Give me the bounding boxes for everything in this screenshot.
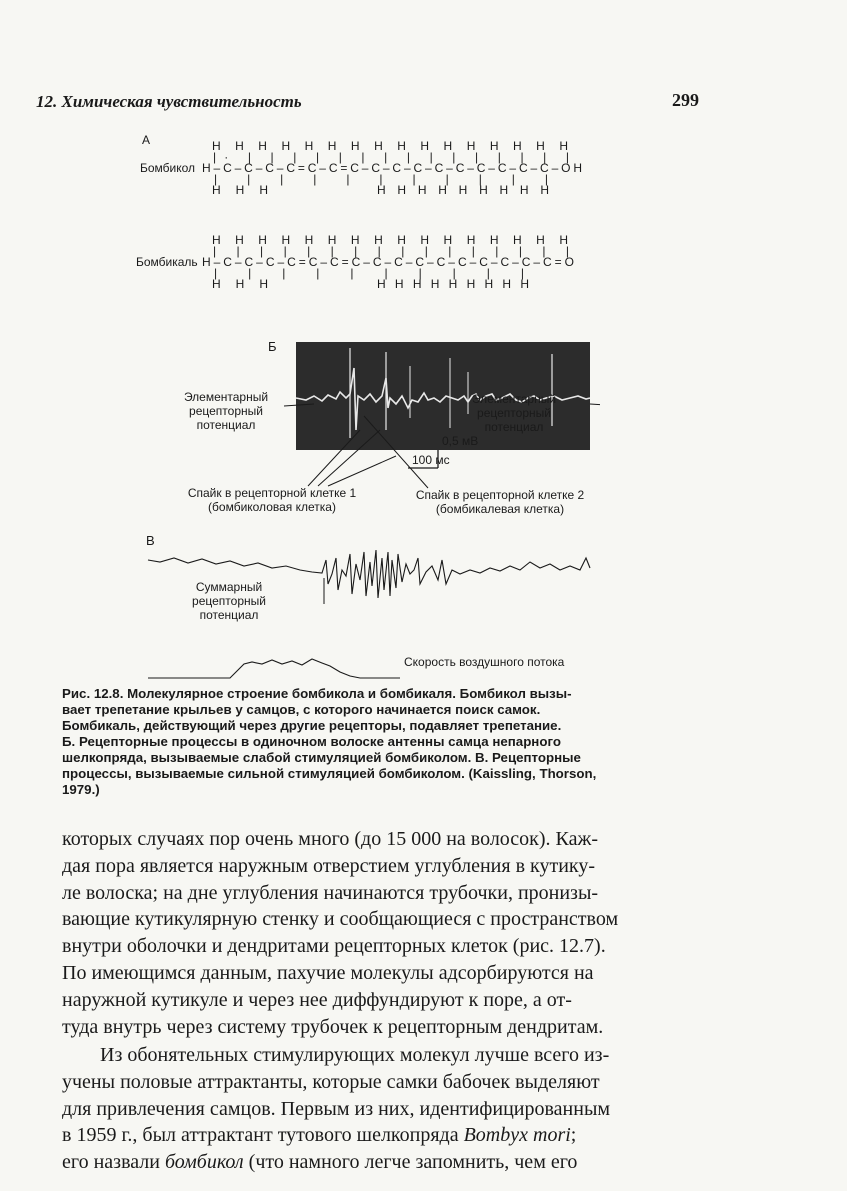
label-elementary-potential-left: Элементарный рецепторный потенциал	[183, 390, 269, 432]
bombykol-top-h: H H H H H H H H H H H H H H H H	[212, 139, 569, 153]
bombykal-bottom-h-right: H H H H H H H H H	[377, 277, 529, 291]
label-elementary-potential-right: Элементарный рецепторный потенциал	[471, 392, 557, 434]
airflow-trace	[148, 659, 400, 678]
panel-b-letter: Б	[268, 339, 277, 354]
panel-c-letter: В	[146, 533, 155, 548]
bombykol-bottom-h-right: H H H H H H H H H	[377, 183, 549, 197]
bombykal-bottom-h-left: H H H	[212, 277, 268, 291]
bombykol-bottom-bonds: | | | | | | | | | | |	[214, 172, 548, 186]
bombykol-chain: H–C–C–C–C=C–C=C–C–C–C–C–C–C–C–C–C–OH	[202, 161, 582, 175]
running-header: 12. Химическая чувствительность	[36, 92, 302, 111]
label-spike-cell-2: Спайк в рецепторной клетке 2 (бомбикалевая клетка)	[415, 488, 585, 516]
bombykal-top-h: H H H H H H H H H H H H H H H H	[212, 233, 569, 247]
page-number: 299	[672, 90, 699, 110]
body-paragraph-2: Из обонятельных стимулирующих молекул лучше всего из- учены половые аттрактанты, которые самки бабочек выделяют для привлечения самцов. Первым из них, идентифицированным в 1959 г., был аттрактант тутового шелкопряда Bombyx mori; его назвали бомбикол (что намного легче запомнить, чем его	[62, 1044, 611, 1174]
scale-time: 100 мс	[412, 453, 450, 467]
panel-a-letter: А	[142, 133, 151, 147]
panel-a-structures	[130, 130, 610, 300]
label-summed-potential: Суммарный рецепторный потенциал	[192, 580, 266, 622]
bombykal-chain: H–C–C–C–C=C–C=C–C–C–C–C–C–C–C–C–C=O	[202, 255, 574, 269]
bombykal-top-bonds: | | | | | | | | | | | | | | | |	[213, 244, 569, 258]
term-bombykol: бомбикол	[164, 1151, 244, 1174]
figure-caption: Рис. 12.8. Молекулярное строение бомбикола и бомбикаля. Бомбикол вызы- вает трепетание крыльев у самцов, с которого начинается поиск самок. Бомбикаль, действующий через другие рецепторы, подавляет трепетание. Б. Рецепторные процессы в одиночном волоске антенны самца непарного шелкопряда, вызываемые слабой стимуляцией бомбиколом. В. Рецепторные процессы, вызываемые сильной стимуляцией бомбиколом. (Kaissling, Thorson, 1979.)	[62, 686, 597, 797]
bombykol-bottom-h-left: H H H	[212, 183, 268, 197]
bombykol-top-bonds: |· | | | | | | | | | | | | | | |	[213, 150, 569, 164]
label-airflow-speed: Скорость воздушного потока	[404, 655, 565, 669]
scale-voltage: 0,5 мВ	[442, 434, 479, 448]
bombykol-label: Бомбикол	[140, 161, 196, 175]
species-name: Bombyx mori	[463, 1124, 571, 1147]
label-spike-cell-1: Спайк в рецепторной клетке 1 (бомбиколовая клетка)	[187, 486, 357, 514]
bombykal-bottom-bonds: | | | | | | | | | |	[214, 266, 525, 280]
bombykal-label: Бомбикаль	[136, 255, 198, 269]
body-paragraph-1: которых случаях пор очень много (до 15 000 на волосок). Каж- дая пора является наружным отверстием углубления в кутику- ле волоска; на дне углубления начинаются трубочки, пронизы- вающие кутикулярную стенку и сообщающиеся с пространством внутри оболочки и дендритами рецепторных клеток (рис. 12.7). По имеющимся данным, пахучие молекулы адсорбируются на наружной кутикуле и через нее диффундируют к поре, а от- туда внутрь через систему трубочек к рецепторным дендритам.	[62, 828, 619, 1038]
